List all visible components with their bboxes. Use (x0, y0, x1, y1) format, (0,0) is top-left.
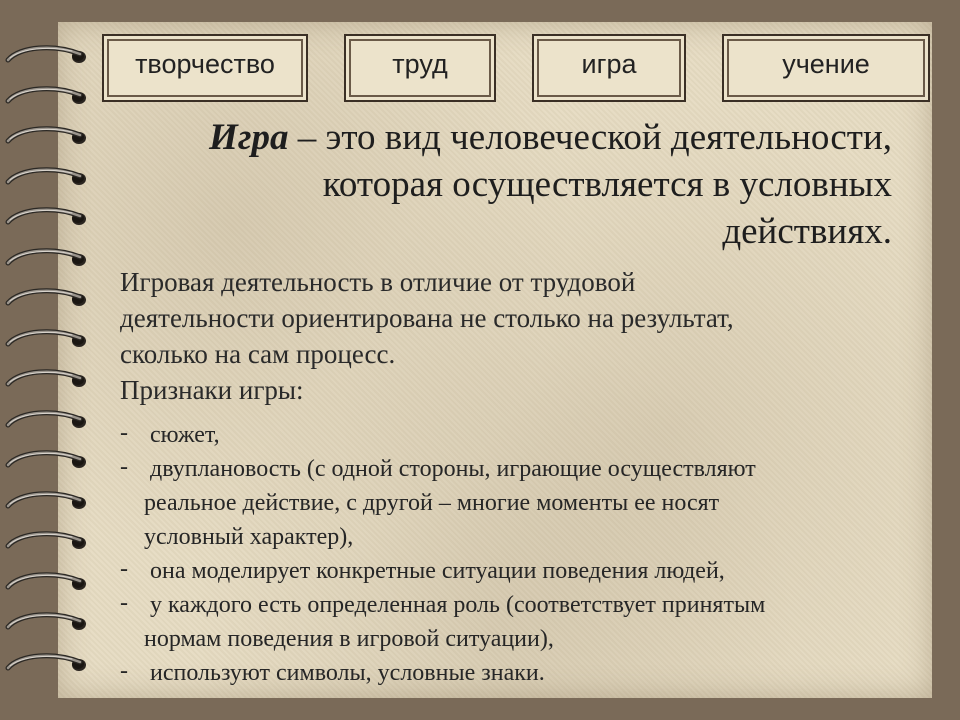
tab-creativity[interactable] (102, 34, 308, 102)
tab-bar (102, 34, 930, 104)
list-item (120, 554, 920, 588)
spiral-ring (0, 569, 100, 595)
spiral-ring (0, 164, 100, 190)
spiral-ring (0, 650, 100, 676)
bullet-dash: - (120, 590, 128, 616)
spiral-binding (0, 22, 100, 698)
list-item-text: у каждого есть определенная роль (соответствует принятым (150, 592, 766, 618)
spiral-ring (0, 204, 100, 230)
bullet-dash: - (120, 556, 128, 582)
list-item (120, 588, 920, 656)
list-item-text: нормам поведения в игровой ситуации), (144, 626, 554, 652)
bullet-dash: - (120, 454, 128, 480)
spiral-ring (0, 83, 100, 109)
list-item-text: условный характер), (144, 524, 354, 550)
spiral-ring (0, 245, 100, 271)
definition-line-3: действиях. (722, 211, 892, 252)
definition-term: Игра (209, 117, 289, 158)
spiral-ring (0, 447, 100, 473)
list-item (120, 452, 920, 554)
spiral-ring (0, 366, 100, 392)
tab-label: учение (782, 48, 870, 79)
tab-labor[interactable] (344, 34, 496, 102)
features-heading: Признаки игры: (120, 375, 304, 405)
paragraph-line: Игровая деятельность в отличие от трудовой (120, 267, 636, 297)
list-item-text: двуплановость (с одной стороны, играющие осуществляют (150, 456, 756, 482)
tab-label: труд (392, 48, 448, 79)
list-item-text: сюжет, (150, 422, 220, 448)
paragraph-line: сколько на сам процесс. (120, 339, 396, 369)
definition-text: – это вид человеческой деятельности, (288, 117, 892, 158)
list-item-text: используют символы, условные знаки. (150, 660, 545, 686)
tab-label: творчество (135, 48, 275, 79)
spiral-ring (0, 528, 100, 554)
description-paragraph (120, 264, 920, 408)
spiral-ring (0, 42, 100, 68)
spiral-ring (0, 285, 100, 311)
features-list (120, 418, 920, 690)
spiral-ring (0, 488, 100, 514)
tab-game[interactable] (532, 34, 686, 102)
bullet-dash: - (120, 658, 128, 684)
list-item (120, 418, 920, 452)
spiral-ring (0, 326, 100, 352)
definition-line-2: которая осуществляется в условных (322, 164, 892, 205)
spiral-ring (0, 123, 100, 149)
tab-learning[interactable] (722, 34, 930, 102)
bullet-dash: - (120, 420, 128, 446)
list-item (120, 656, 920, 690)
spiral-ring (0, 407, 100, 433)
definition-block (140, 114, 892, 255)
definition-line-1 (140, 114, 892, 161)
list-item-text: реальное действие, с другой – многие моменты ее носят (144, 490, 720, 516)
spiral-ring (0, 609, 100, 635)
list-item-text: она моделирует конкретные ситуации поведения людей, (150, 558, 725, 584)
tab-label: игра (581, 48, 637, 79)
paragraph-line: деятельности ориентирована не столько на результат, (120, 303, 734, 333)
